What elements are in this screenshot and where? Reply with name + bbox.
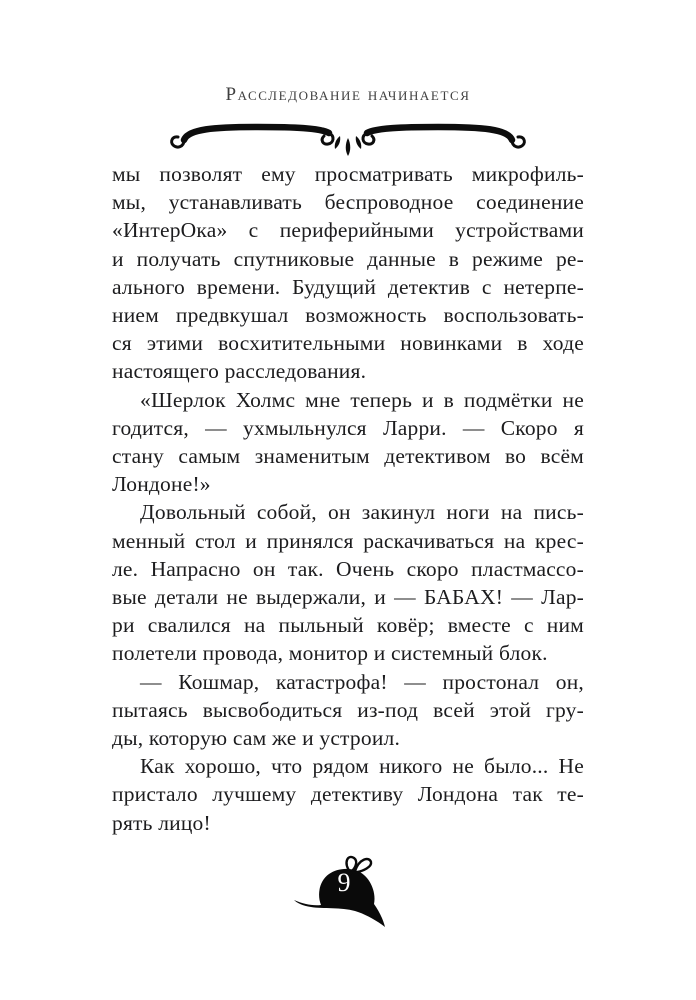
body-text [112,160,584,837]
text-line: вые детали не выдержали, и — БАБАХ! — Лар- [112,585,584,610]
text-line: стану самым знаменитым детективом во всём [112,444,584,469]
page-number-ornament [293,853,389,933]
text-line: полетели провода, монитор и системный блок. [112,641,548,666]
text-line: ального времени. Будущий детектив с нетерпе- [112,274,584,299]
text-line: настоящего расследования. [112,359,367,384]
text-line: ся этими восхитительными новинками в ходе [112,331,584,356]
text-line: мы позволят ему просматривать микрофиль- [112,162,584,186]
text-line: и получать спутниковые данные в режиме ре- [112,246,584,271]
text-line: мы, устанавливать беспроводное соединение [112,190,584,215]
text-line: Лондоне!» [112,472,211,497]
text-line: «Шерлок Холмс мне теперь и в подмётки не [140,387,584,412]
text-line: рять лицо! [112,810,211,835]
text-line: Довольный собой, он закинул ноги на пись- [140,500,584,525]
text-line: ри свалился на пыльный ковёр; вместе с ним [112,613,584,638]
text-line: ле. Напрасно он так. Очень скоро пластмассо- [112,556,584,581]
chapter-title: Расследование начинается [225,84,471,105]
text-line: менный стол и принялся раскачиваться на крес- [112,528,584,553]
flourish-divider-icon [166,116,530,158]
text-line: годится, — ухмыльнулся Ларри. — Скоро я [112,415,584,440]
text-line: нием предвкушал возможность воспользовать- [112,303,584,328]
text-line: — Кошмар, катастрофа! — простонал он, [140,669,584,694]
text-line: Как хорошо, что рядом никого не было... Не [140,754,584,779]
page-number: 9 [337,868,351,897]
text-line: ды, которую сам же и устроил. [112,726,401,751]
text-line: пристало лучшему детективу Лондона так те- [112,782,584,807]
text-line: пытаясь высвободиться из-под всей этой гру- [112,697,584,722]
text-line: «ИнтерОка» с периферийными устройствами [112,218,584,243]
